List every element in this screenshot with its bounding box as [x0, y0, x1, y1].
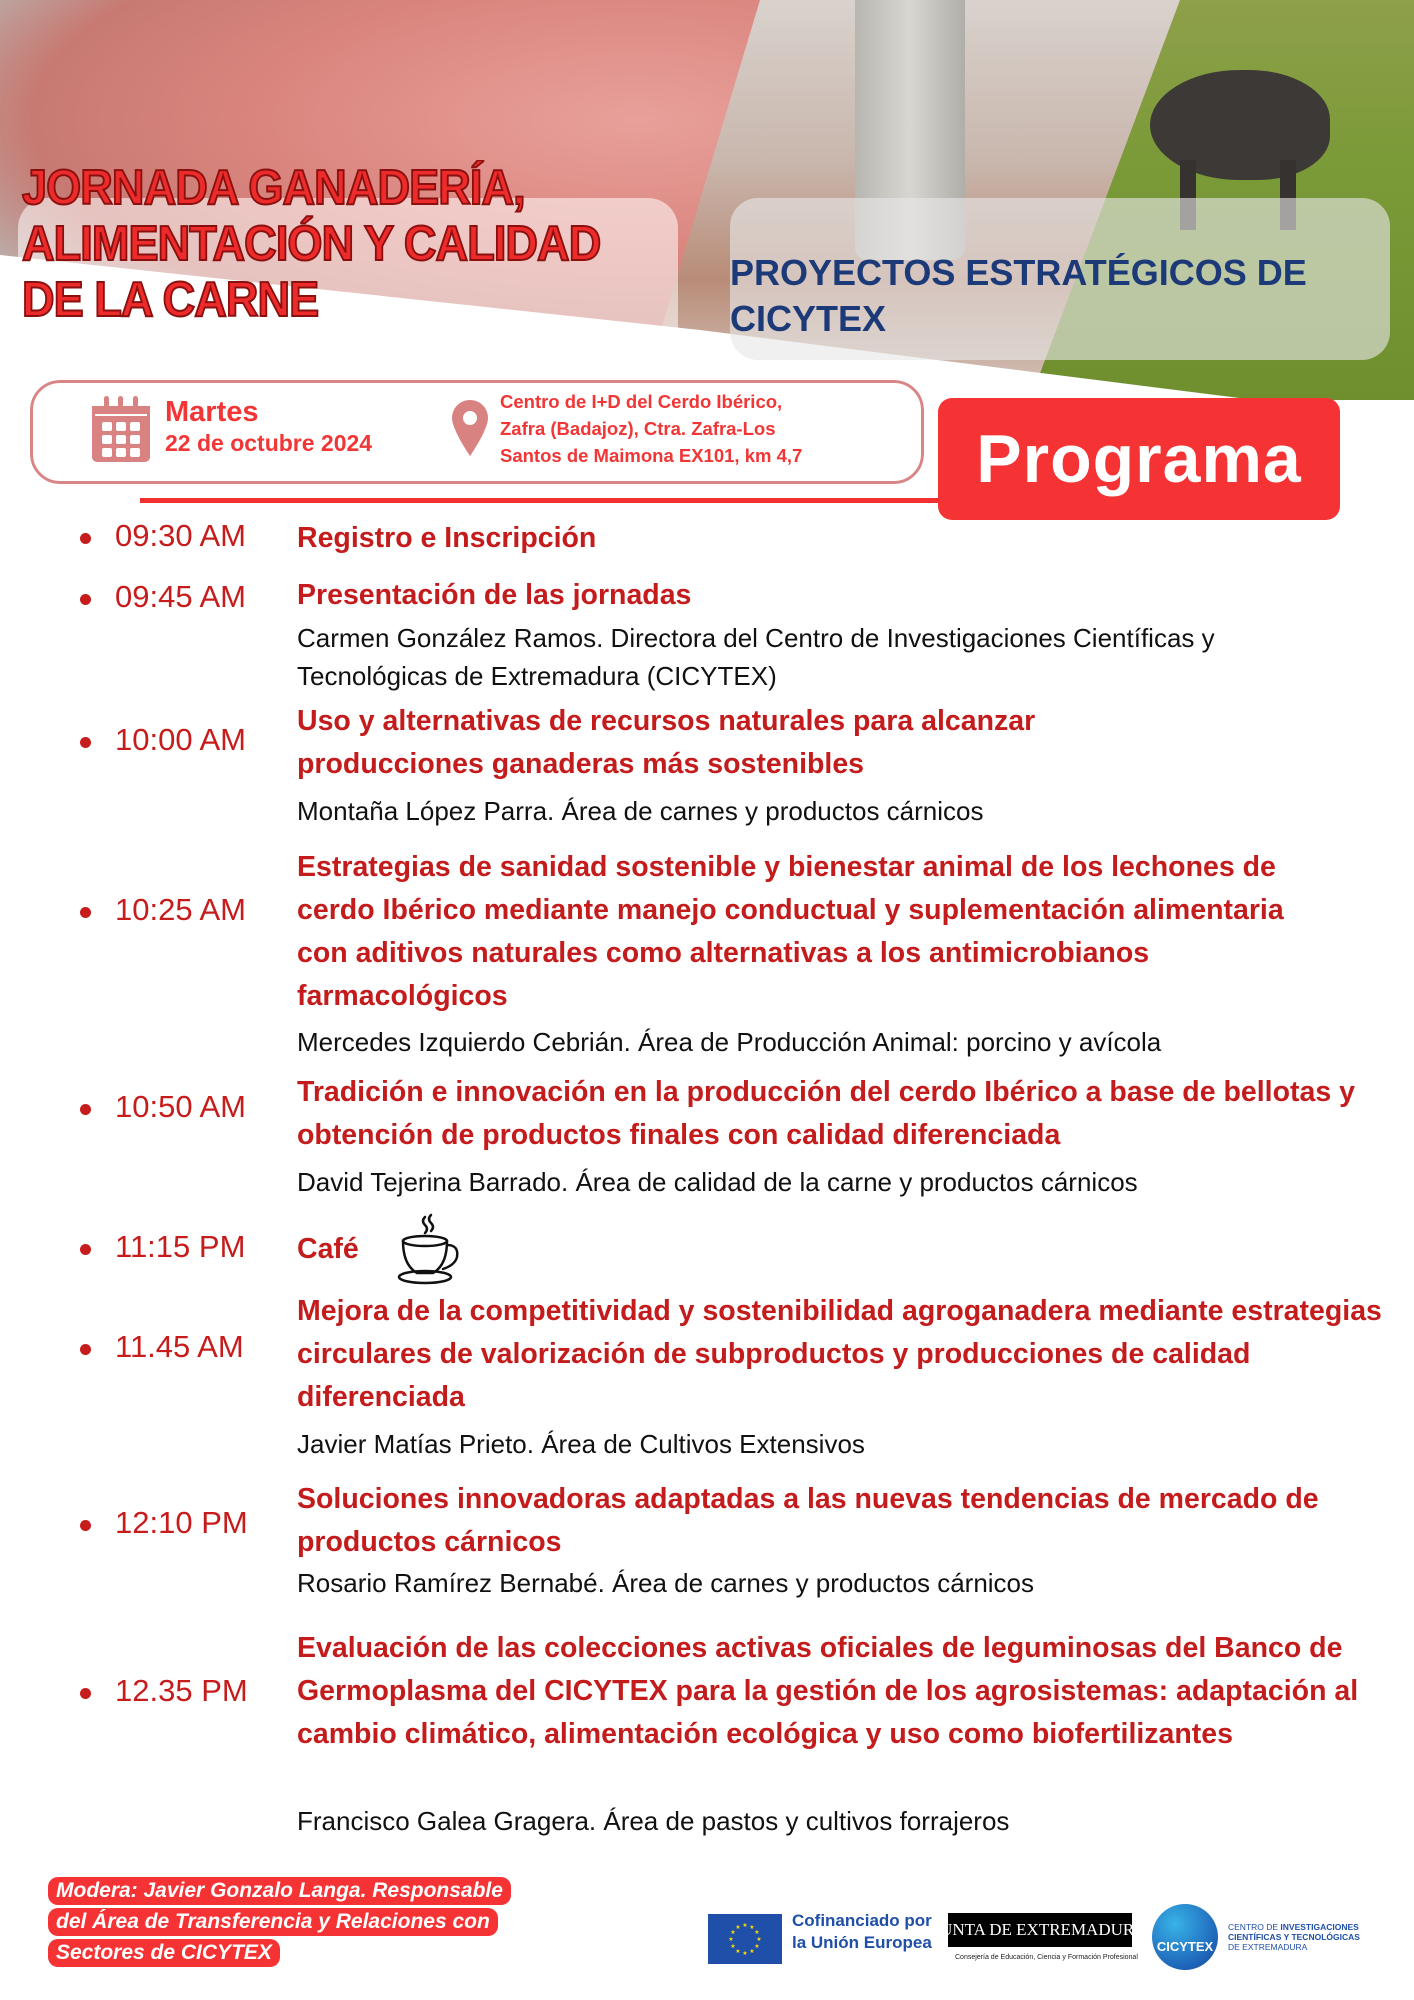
svg-text:★: ★	[735, 1924, 741, 1931]
agenda-time: 11.45 AM	[115, 1329, 244, 1364]
agenda-topic: Soluciones innovadoras adaptadas a las nuevas tendencias de mercado de productos cárnicos	[297, 1483, 1319, 1558]
agenda-speaker: Montaña López Parra. Área de carnes y productos cárnicos	[297, 796, 984, 826]
agenda-time: 10:00 AM	[115, 722, 246, 757]
bullet	[80, 737, 91, 748]
agenda-time: 11:15 PM	[115, 1229, 246, 1264]
subtitle-line: PROYECTOS ESTRATÉGICOS DE	[730, 252, 1307, 293]
svg-text:★: ★	[754, 1943, 760, 1950]
agenda-speaker: Carmen González Ramos. Directora del Centro de Investigaciones Científicas y Tecnológicas de Extremadura (CICYTEX)	[297, 623, 1215, 691]
agenda-speaker: Mercedes Izquierdo Cebrián. Área de Producción Animal: porcino y avícola	[297, 1027, 1162, 1057]
title-line: ALIMENTACIÓN Y CALIDAD	[22, 217, 601, 271]
svg-text:★: ★	[730, 1943, 736, 1950]
bullet	[80, 1344, 91, 1355]
agenda-time: 09:45 AM	[115, 579, 246, 614]
cicytex-text: CIENTÍFICAS Y TECNOLÓGICAS	[1228, 1932, 1360, 1942]
pig-image	[1150, 70, 1330, 180]
address-line: Santos de Maimona EX101, km 4,7	[500, 445, 803, 466]
subtitle-line: CICYTEX	[730, 298, 887, 339]
agenda-topic: Café	[297, 1233, 359, 1265]
agenda-time: 10:25 AM	[115, 892, 246, 927]
svg-text:★: ★	[735, 1948, 741, 1955]
moderator-line: Sectores de CICYTEX	[48, 1939, 280, 1967]
moderator-line: Modera: Javier Gonzalo Langa. Responsable	[48, 1877, 511, 1905]
agenda-time: 09:30 AM	[115, 518, 246, 553]
address-line: Zafra (Badajoz), Ctra. Zafra-Los	[500, 418, 776, 439]
agenda-speaker: David Tejerina Barrado. Área de calidad de la carne y productos cárnicos	[297, 1167, 1138, 1197]
agenda-speaker: Javier Matías Prieto. Área de Cultivos Extensivos	[297, 1429, 865, 1459]
agenda-topic: Tradición e innovación en la producción del cerdo Ibérico a base de bellotas y obtención de productos finales con calidad diferenciada	[297, 1076, 1355, 1151]
title-line: DE LA CARNE	[22, 273, 319, 327]
coffee-cup-icon	[395, 1213, 463, 1285]
address-line: Centro de I+D del Cerdo Ibérico,	[500, 391, 783, 412]
agenda-topic: Estrategias de sanidad sostenible y bienestar animal de los lechones de cerdo Ibérico mediante manejo conductual y suplementación alimentaria con aditivos naturales como alternativas a los antimicrobianos farmacológicos	[297, 851, 1284, 1012]
svg-text:★: ★	[728, 1936, 734, 1943]
svg-text:★: ★	[749, 1948, 755, 1955]
cicytex-text: DE EXTREMADURA	[1228, 1942, 1308, 1952]
bullet	[80, 1688, 91, 1699]
event-address	[500, 388, 900, 469]
svg-text:★: ★	[730, 1929, 736, 1936]
agenda-time: 12:10 PM	[115, 1505, 248, 1540]
agenda-time: 12.35 PM	[115, 1673, 248, 1708]
bullet	[80, 1244, 91, 1255]
eu-text-line: Cofinanciado por	[792, 1911, 932, 1930]
svg-text:★: ★	[749, 1924, 755, 1931]
agenda-speaker: Francisco Galea Gragera. Área de pastos y cultivos forrajeros	[297, 1806, 1010, 1836]
agenda-topic: Presentación de las jornadas	[297, 579, 692, 611]
agenda-time: 10:50 AM	[115, 1089, 246, 1124]
cicytex-text: CENTRO DE	[1228, 1922, 1281, 1932]
cicytex-logo	[1152, 1904, 1218, 1970]
agenda-topic: Registro e Inscripción	[297, 522, 597, 554]
svg-text:★: ★	[754, 1929, 760, 1936]
agenda-topic: Mejora de la competitividad y sostenibilidad agroganadera mediante estrategias circulares de valorización de subproductos y producciones de calidad diferenciada	[297, 1295, 1382, 1413]
svg-text:★: ★	[742, 1922, 748, 1929]
event-subtitle	[730, 250, 1390, 342]
bullet	[80, 907, 91, 918]
cicytex-text: INVESTIGACIONES	[1280, 1922, 1359, 1932]
eu-cofinancing-text	[792, 1910, 932, 1954]
cicytex-logo-text: CICYTEX	[1156, 1939, 1214, 1954]
event-date: 22 de octubre 2024	[165, 430, 373, 456]
programa-badge: Programa	[938, 398, 1340, 520]
junta-subtitle: Consejería de Educación, Ciencia y Formación Profesional	[955, 1954, 1138, 1961]
bullet	[80, 1520, 91, 1531]
bullet	[80, 533, 91, 544]
svg-text:★: ★	[742, 1950, 748, 1957]
divider-line	[140, 498, 940, 503]
svg-text:★: ★	[756, 1936, 762, 1943]
agenda-topic: Evaluación de las colecciones activas oficiales de leguminosas del Banco de Germoplasma del CICYTEX para la gestión de los agrosistemas: adaptación al cambio climático, alimentación ecológica y uso como biofertilizantes	[297, 1632, 1359, 1750]
event-title	[22, 160, 648, 328]
eu-flag-logo	[708, 1914, 782, 1964]
event-day: Martes	[165, 396, 259, 428]
moderator-line: del Área de Transferencia y Relaciones con	[48, 1908, 498, 1936]
map-pin-icon	[452, 400, 488, 456]
agenda-topic: Uso y alternativas de recursos naturales para alcanzar producciones ganaderas más sostenibles	[297, 705, 1036, 780]
moderator-note	[48, 1875, 608, 1968]
cicytex-full-name	[1228, 1922, 1408, 1952]
eu-text-line: la Unión Europea	[792, 1933, 932, 1952]
agenda-speaker: Rosario Ramírez Bernabé. Área de carnes y productos cárnicos	[297, 1568, 1035, 1598]
calendar-icon	[92, 396, 150, 462]
junta-extremadura-logo: JUNTA DE EXTREMADURA	[948, 1913, 1132, 1947]
bullet	[80, 1104, 91, 1115]
title-line: JORNADA GANADERÍA,	[22, 161, 525, 215]
bullet	[80, 594, 91, 605]
